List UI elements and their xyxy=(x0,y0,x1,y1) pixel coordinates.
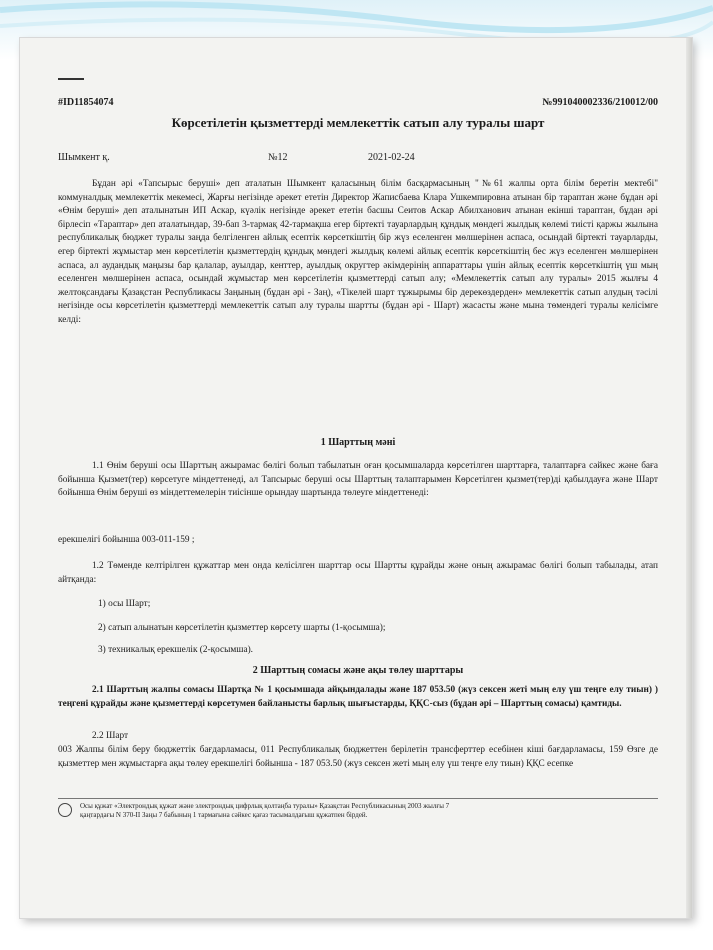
document-title: Көрсетілетін қызметтерді мемлекеттік сатып алу туралы шарт xyxy=(171,115,545,130)
clause-1-1: 1.1 Өнім беруші осы Шарттың ажырамас бөлігі болып табылатын оған қосымшаларда көрсетілген шарттарға, талаптарға сәйкес және баға бойынша Қызмет(тер) көрсетуге міндеттенеді, ал Тапсырыс беруші осы Шарттың талаптарымен Көрсетілген қызмет(тер)ді қабылдауға және Шарт бойынша Өнім беруші өз міндеттемелерін тиісінше орындау шартында төлеуге міндеттенеді: xyxy=(58,461,658,499)
footer-note: Осы құжат «Электрондық құжат және электрондық цифрлық қолтаңба туралы» Қазақстан Республикасының 2003 жылғы 7 қаңтардағы N 370-II Заңы 7 бабының 1 тармағына сәйкес қағаз тасымалдағыш құжатпен бірдей. xyxy=(80,802,450,819)
list-item-2: 2) сатып алынатын көрсетілетін қызметтер көрсету шарты (1-қосымша); xyxy=(98,623,386,633)
clause-2-1: 2.1 Шарттың жалпы сомасы Шартқа № 1 қосымшада айқындалады және 187 053.50 (жүз сексен жеті мың елу үш теңге елу тиын) ) теңгені құрайды және қызметтерді көрсетумен байланысты барлық шығыстарды, ҚҚС-сыз (бұдан әрі – Шарттың сомасы) қамтиды. xyxy=(58,685,658,709)
list-item-1: 1) осы Шарт; xyxy=(98,599,151,609)
intro-paragraph: Бұдан әрі «Тапсырыс беруші» деп аталатын Шымкент қаласының білім басқармасының "№61 жалпы орта білім беретін мектебі" коммуналдық мемлекеттік мекемесі, Жарғы негізінде әрекет ететін Директор Жаписбаева Клара Ушкемпировна атынан бір тараптан және бұдан әрі «Өнім беруші» деп аталынатын ИП Аскар, күәлік негізінде әрекет ететін басшы Сеитов Аскар Абилханович атынан екінші тараптан, бұдан әрі бірлесіп «Тараптар» деп аталатындар, 39-бап 3-тармақ 42-тармақша егер біртекті тауарлардың құндық мөндегі жылдық көлемі тиісті қаржы жылына республикалық бюджет туралы заңда белгіленген айлық есептік көрсеткіштің бір жүз еселенген мөлшерінен аспаса, осындай біртекті тауарларды, егер біртекті жұмыстар мен көрсетілетін қызметтердің құндық мөндегі жылдық көлемі айлық есептік көрсеткіштің бес жүз еселенген мөлшерінен аспаса, ал аудандық маңызы бар қалалар, ауылдар, кенттер, ауылдық округтер әкімдерінің аппараттары үшін айлық есептік көрсеткіштің үш мың еселенген мөлшерінен аспаса, осындай жұмыстар мен көрсетілетін қызметтерді сатып алу; «Мемлекеттік сатып алу туралы» 2015 жылғы 4 желтоқсандағы Қазақстан Республикасы Заңының (бұдан әрі - Заң), «Тікелей шарт тұжырымы бір дерекөздерден» мемлекеттік сатып алудың тәсілі негізінде осы көрсетілетін қызметтерді мемлекеттік сатып алу туралы шартты (бұдан әрі - Шарт) жасасты және мына төмендегі туралы келісімге келді: xyxy=(58,179,658,325)
list-item-3: 3) техникалық ерекшелік (2-қосымша). xyxy=(98,645,254,655)
clause-2-2: 003 Жалпы білім беру бюджеттік бағдарламасы, 011 Республикалық бюджеттен берілетін трансферттер есебінен кіші бағдарламасы, 159 Өзге де қызметтер мен жұмыстарға ақы төлеу ерекшелігі бойынша - 187 053.50 (жүз сексен жеті мың елу үш теңге елу тиын) ҚҚС есепке xyxy=(58,745,658,769)
specification-line: ерекшелігі бойынша 003-011-159 ; xyxy=(58,535,195,545)
document-sheet xyxy=(20,38,692,918)
registration-number: №991040002336/210012/00 xyxy=(542,97,658,108)
doc-id: #ID11854074 xyxy=(58,97,114,108)
paper-edge xyxy=(686,38,692,918)
contract-number: №12 xyxy=(268,152,288,163)
section-1-heading: 1 Шарттың мәні xyxy=(320,437,396,448)
footer-note-block xyxy=(58,798,658,837)
clause-2-2-label: 2.2 Шарт xyxy=(92,731,129,741)
seal-icon xyxy=(58,803,72,817)
clause-1-2: 1.2 Төменде келтірілген құжаттар мен онда келісілген шарттар осы Шартты құрайды және оның ажырамас бөлігі болып табылады, атап айтқанда: xyxy=(58,561,658,585)
section-2-heading: 2 Шарттың сомасы және ақы төлеу шарттары xyxy=(252,665,464,676)
contract-date: 2021-02-24 xyxy=(368,152,415,163)
city: Шымкент қ. xyxy=(58,152,110,163)
header-dash xyxy=(58,78,84,80)
